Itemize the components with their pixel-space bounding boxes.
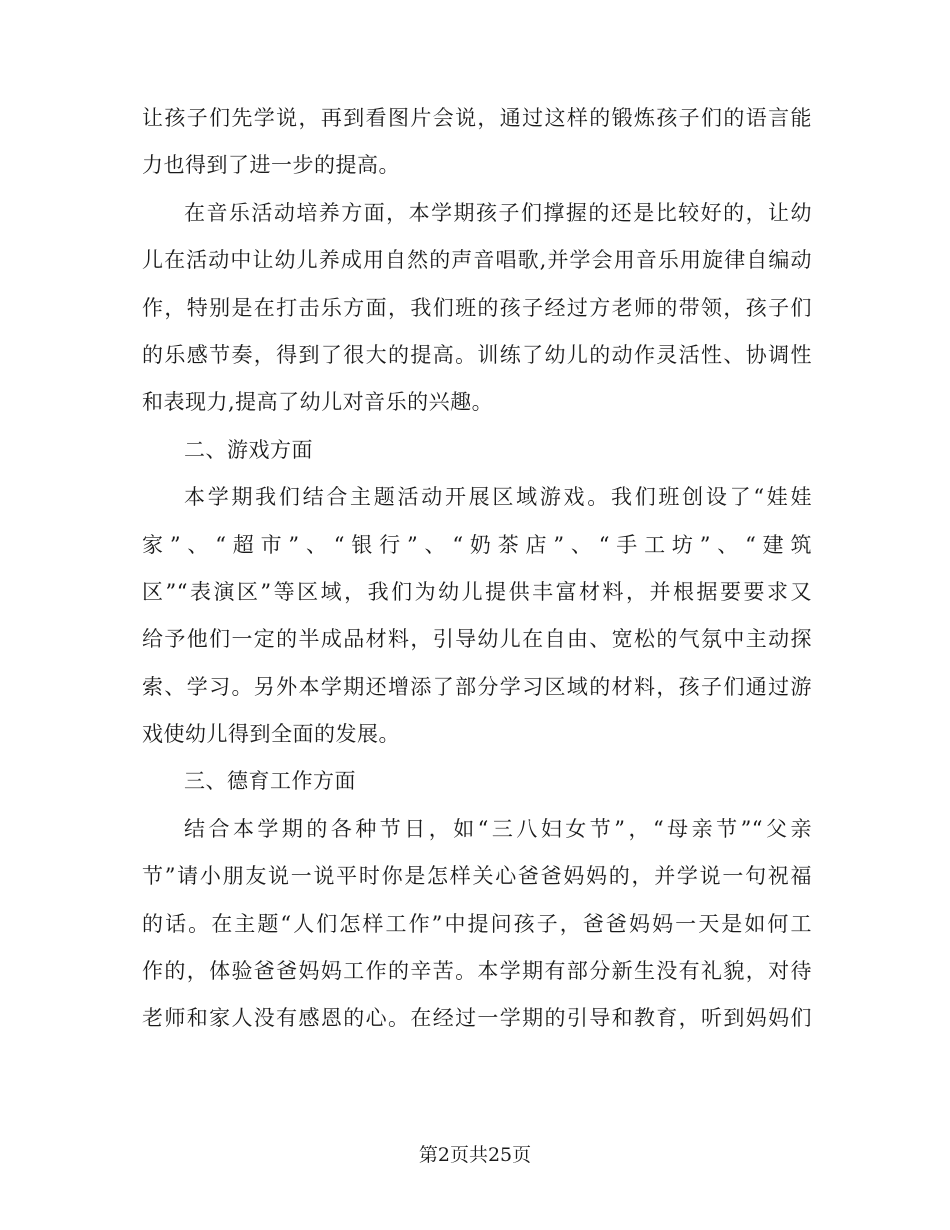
section-heading: 三、德育工作方面 <box>184 769 356 794</box>
body-line: 作，特别是在打击乐方面，我们班的孩子经过方老师的带领，孩子们 <box>142 295 812 320</box>
page-number-footer: 第2页共25页 <box>418 1144 532 1166</box>
body-line: 结合本学期的各种节日，如“三八妇女节”，“母亲节”“父亲 <box>184 816 812 841</box>
body-line: 家”、“超市”、“银行”、“奶茶店”、“手工坊”、“建筑 <box>142 532 812 557</box>
body-line: 的话。在主题“人们怎样工作”中提问孩子，爸爸妈妈一天是如何工 <box>142 911 812 936</box>
body-line: 老师和家人没有感恩的心。在经过一学期的引导和教育，听到妈妈们 <box>142 1006 812 1031</box>
body-line: 戏使幼儿得到全面的发展。 <box>142 722 400 747</box>
body-line: 儿在活动中让幼儿养成用自然的声音唱歌,并学会用音乐用旋律自编动 <box>142 248 812 273</box>
body-line: 作的，体验爸爸妈妈工作的辛苦。本学期有部分新生没有礼貌，对待 <box>142 959 812 984</box>
body-line: 节”请小朋友说一说平时你是怎样关心爸爸妈妈的，并学说一句祝福 <box>142 864 812 889</box>
body-line: 本学期我们结合主题活动开展区域游戏。我们班创设了“娃娃 <box>184 485 812 510</box>
body-line: 在音乐活动培养方面，本学期孩子们撑握的还是比较好的，让幼 <box>184 200 812 225</box>
body-line: 力也得到了进一步的提高。 <box>142 153 400 178</box>
body-line: 索、学习。另外本学期还增添了部分学习区域的材料，孩子们通过游 <box>142 674 812 699</box>
document-body <box>142 95 812 1043</box>
body-line: 让孩子们先学说，再到看图片会说，通过这样的锻炼孩子们的语言能 <box>142 106 812 130</box>
body-line: 和表现力,提高了幼儿对音乐的兴趣。 <box>142 390 494 415</box>
body-line: 区”“表演区”等区域，我们为幼儿提供丰富材料，并根据要要求又 <box>142 579 812 604</box>
body-line: 的乐感节奏，得到了很大的提高。训练了幼儿的动作灵活性、协调性 <box>142 342 812 367</box>
body-line: 给予他们一定的半成品材料，引导幼儿在自由、宽松的气氛中主动探 <box>142 627 812 652</box>
section-heading: 二、游戏方面 <box>184 437 313 462</box>
